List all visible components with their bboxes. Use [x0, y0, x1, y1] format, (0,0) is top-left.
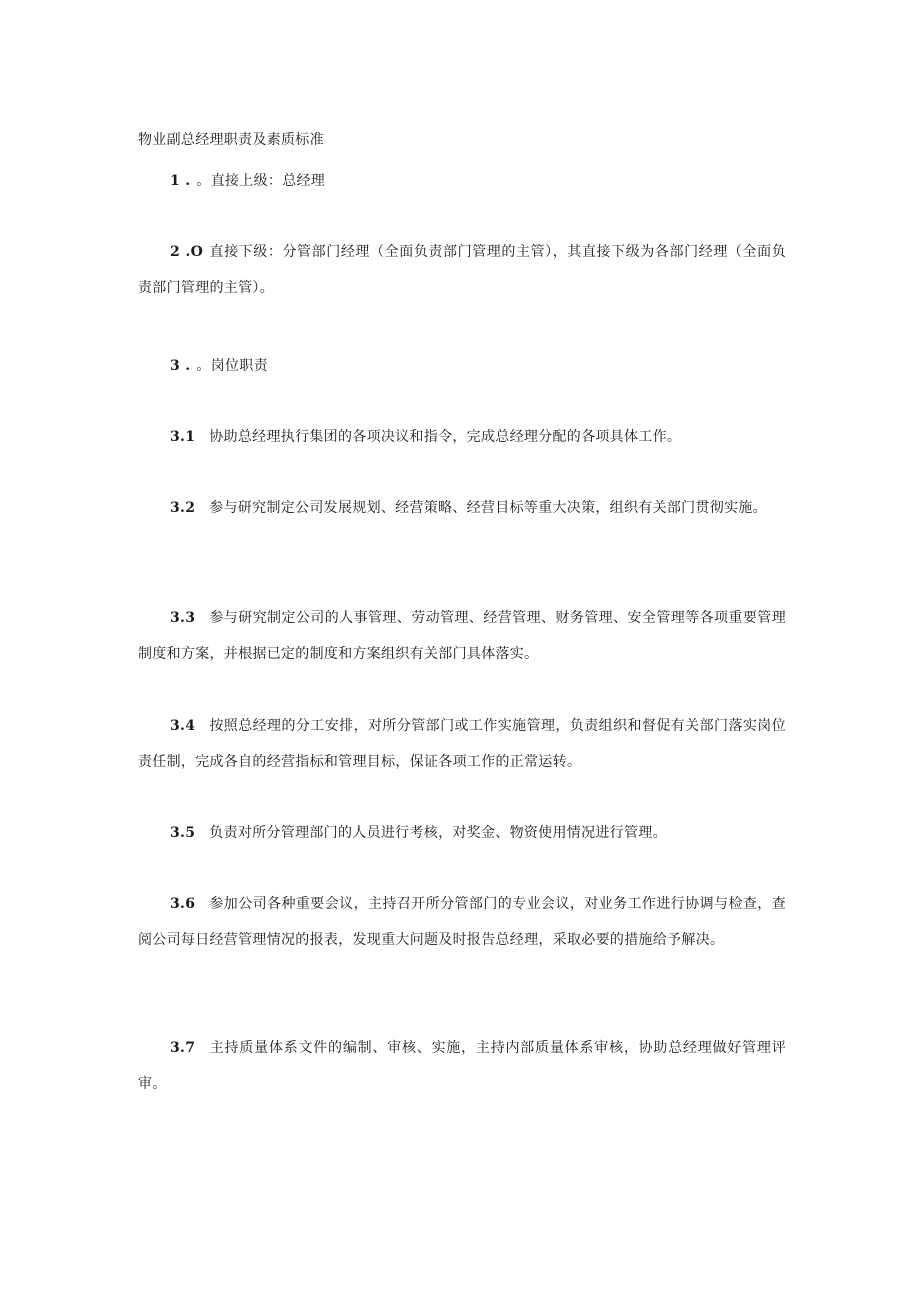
- item-3-1: [138, 419, 786, 455]
- item-text: 参加公司各种重要会议，主持召开所分管部门的专业会议，对业务工作进行协调与检查，查阅公司每日经营管理情况的报表，发现重大问题及时报告总经理，采取必要的措施给予解决。: [138, 896, 786, 948]
- item-2: [138, 234, 786, 306]
- item-number: 1 .: [170, 173, 191, 189]
- item-number: 3.5: [170, 825, 196, 841]
- item-text: 负责对所分管理部门的人员进行考核，对奖金、物资使用情况进行管理。: [209, 825, 667, 841]
- item-number: 3.2: [170, 500, 196, 516]
- item-3-7: [138, 1030, 786, 1102]
- item-text: 协助总经理执行集团的各项决议和指令，完成总经理分配的各项具体工作。: [209, 429, 682, 445]
- item-number: 3.6: [170, 896, 196, 912]
- document-title: 物业副总经理职责及素质标准: [138, 132, 324, 148]
- item-number: 3.3: [170, 610, 196, 626]
- item-3-2: [138, 490, 786, 526]
- item-number: 2 .O: [170, 244, 204, 260]
- item-text: 直接下级：分管部门经理（全面负责部门管理的主管），其直接下级为各部门经理（全面负责部门管理的主管）。: [138, 244, 786, 296]
- item-3-5: [138, 815, 786, 851]
- item-text: 参与研究制定公司的人事管理、劳动管理、经营管理、财务管理、安全管理等各项重要管理制度和方案，并根据已定的制度和方案组织有关部门具体落实。: [138, 610, 786, 662]
- item-number: 3.4: [170, 718, 196, 734]
- item-3-4: [138, 708, 786, 780]
- item-number: 3 .: [170, 358, 191, 374]
- item-text: 。岗位职责: [196, 358, 268, 374]
- item-1: [138, 163, 786, 199]
- item-3-6: [138, 886, 786, 958]
- item-text: 参与研究制定公司发展规划、经营策略、经营目标等重大决策，组织有关部门贯彻实施。: [209, 500, 767, 516]
- item-number: 3.1: [170, 429, 196, 445]
- item-text: 。直接上级：总经理: [196, 173, 326, 189]
- item-text: 按照总经理的分工安排，对所分管部门或工作实施管理，负责组织和督促有关部门落实岗位责任制，完成各自的经营指标和管理目标，保证各项工作的正常运转。: [138, 718, 786, 770]
- item-number: 3.7: [170, 1040, 196, 1056]
- item-text: 主持质量体系文件的编制、审核、实施，主持内部质量体系审核，协助总经理做好管理评审。: [138, 1040, 786, 1092]
- item-3-3: [138, 600, 786, 672]
- item-3: [138, 348, 786, 384]
